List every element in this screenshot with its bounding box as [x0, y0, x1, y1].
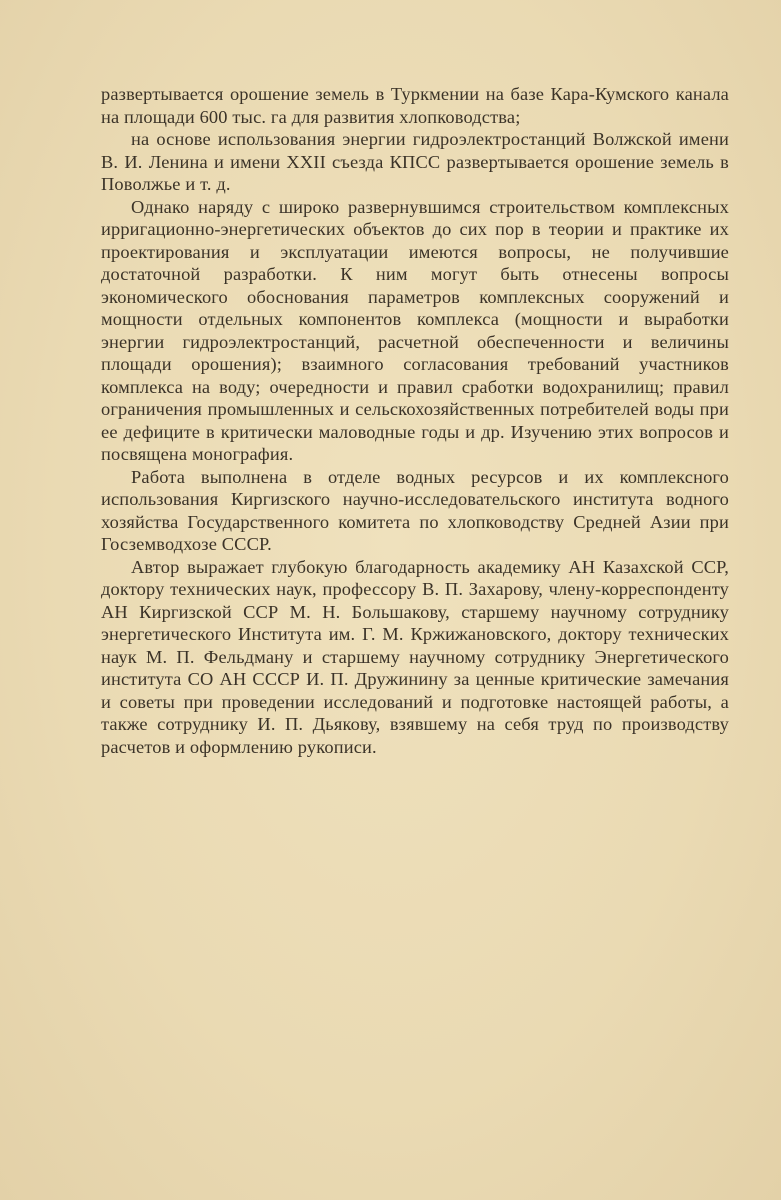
paragraph-open-questions: Однако наряду с широко развернувшимся строительством комплексных ирригационно-энергетических объектов до сих пор в теории и практике их проектирования и эксплуатации имеются вопросы, не получившие достаточной разработки. К ним могут быть отнесены вопросы экономического обоснования параметров комплексных сооружений и мощности отдельных компонентов комплекса (мощности и выработки энергии гидроэлектростанций, расчетной обеспеченности и величины площади орошения); взаимного согласования требований участников комплекса на воду; очередности и правил сработки водохранилищ; правил ограничения промышленных и сельскохозяйственных потребителей воды при ее дефиците в критически маловодные годы и др. Изучению этих вопросов и посвящена монография.	[101, 196, 729, 464]
paragraph-volga-hydro: на основе использования энергии гидроэлектростанций Волжской имени В. И. Ленина и имени XXII съезда КПСС развертывается орошение земель в Поволжье и т. д.	[101, 129, 729, 194]
paragraph-acknowledgements: Автор выражает глубокую благодарность академику АН Казахской ССР, доктору технических наук, профессору В. П. Захарову, члену-корреспонденту АН Киргизской ССР М. Н. Большакову, старшему научному сотруднику энергетического Института им. Г. М. Кржижановского, доктору технических наук М. П. Фельдману и старшему научному сотруднику Энергетического института СО АН СССР И. П. Дружинину за ценные критические замечания и советы при проведении исследований и подготовке настоящей работы, а также сотруднику И. П. Дьякову, взявшему на себя труд по производству расчетов и оформлению рукописи.	[101, 556, 729, 757]
body-text	[101, 83, 729, 758]
paragraph-irrigation-turkmenia: развертывается орошение земель в Туркмении на базе Кара-Кумского канала на площади 600 тыс. га для развития хлопководства;	[101, 84, 729, 127]
paragraph-institute: Работа выполнена в отделе водных ресурсов и их комплексного использования Киргизского научно-исследовательского института водного хозяйства Государственного комитета по хлопководству Средней Азии при Госземводхозе СССР.	[101, 466, 729, 554]
